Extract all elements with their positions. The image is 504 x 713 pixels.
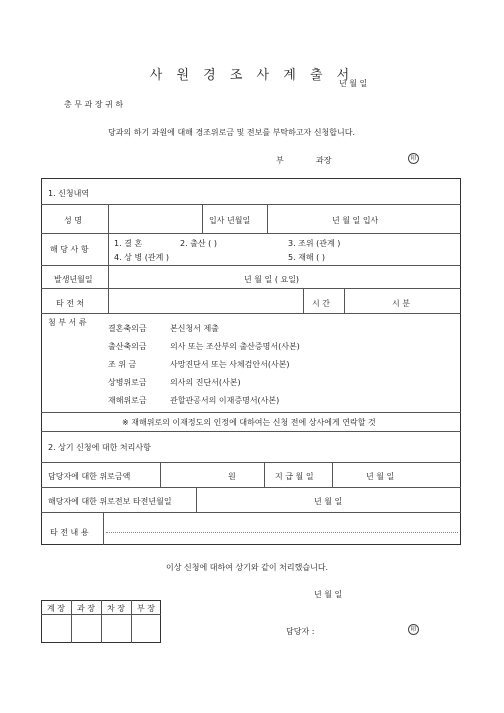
approval-box[interactable] [72, 615, 101, 642]
content-label: 타 전 내 용 [50, 528, 89, 537]
attach-name: 결혼축의금 [108, 324, 147, 333]
footer-date: 년 월 일 [314, 590, 343, 599]
event-date-field[interactable]: 년 월 일 ( 요일) [244, 275, 300, 284]
option-illness[interactable]: 4. 상 병 (관계 ) [114, 253, 169, 262]
approval-header: 과 장 [77, 604, 95, 613]
telegram-label: 타 전 처 [56, 299, 85, 308]
telegram-date-label: 해당자에 대한 위로전보 타전년월일 [48, 497, 172, 506]
attach-doc: 사망진단서 또는 사체검안서(사본) [170, 360, 290, 369]
approval-header: 차 장 [107, 604, 125, 613]
recipient: 총 무 과 장 귀 하 [64, 100, 124, 109]
attach-name: 재해위로금 [108, 396, 147, 405]
option-disaster[interactable]: 5. 재해 ( ) [288, 253, 325, 262]
option-birth[interactable]: 2. 출산 ( ) [180, 239, 217, 248]
attach-doc: 의사의 진단서(사본) [170, 378, 241, 387]
seal-icon: 印 [408, 153, 419, 164]
attach-doc: 관할관공서의 이재증명서(사본) [170, 396, 280, 405]
telegram-field[interactable] [109, 289, 302, 312]
event-date-label: 발생년월일 [54, 275, 93, 284]
pay-date-field[interactable]: 년 월 일 [366, 472, 395, 481]
seal-icon: 印 [408, 624, 419, 635]
name-label: 성 명 [64, 216, 82, 225]
time-field[interactable]: 시 분 [392, 299, 410, 308]
notice-text: ※ 재해위로의 이재정도의 인정에 대하여는 신청 전에 상사에게 연락할 것 [122, 418, 376, 427]
page-title: 사 원 경 조 사 계 출 서 [149, 68, 355, 83]
amount-label: 담당자에 대한 위로금액 [48, 472, 131, 481]
amount-unit: 원 [228, 472, 236, 481]
join-date-field[interactable]: 년 월 일 입사 [332, 216, 379, 225]
approval-header: 계 장 [47, 604, 65, 613]
manager-label: 담당자 : [286, 627, 315, 636]
content-field[interactable] [106, 532, 458, 533]
approval-box[interactable] [102, 615, 131, 642]
amount-field[interactable] [161, 463, 221, 486]
approval-header: 부 장 [137, 604, 155, 613]
pay-date-label: 지 급 월 일 [275, 472, 314, 481]
attach-doc: 의사 또는 조산부의 출산증명서(사본) [170, 342, 300, 351]
join-date-label: 입사 년월일 [209, 216, 251, 225]
dept-label: 부 [276, 156, 284, 165]
option-condolence[interactable]: 3. 조위 (관계 ) [288, 239, 341, 248]
approval-box[interactable] [132, 615, 160, 642]
processed-text: 이상 신청에 대하여 상기와 같이 처리했습니다. [166, 563, 329, 572]
option-marriage[interactable]: 1. 결 혼 [114, 239, 143, 248]
attach-name: 조 위 금 [108, 360, 137, 369]
section2-title: 2. 상기 신청에 대한 처리사항 [48, 443, 151, 452]
time-label: 시 간 [312, 299, 330, 308]
name-field[interactable] [109, 205, 201, 232]
attach-name: 상병위로금 [108, 378, 147, 387]
chief-label: 과장 [316, 156, 332, 165]
approval-box[interactable] [42, 615, 71, 642]
category-label: 해 당 사 항 [50, 245, 89, 254]
section1-title: 1. 신청내역 [48, 189, 90, 198]
header-date: 년 월 일 [339, 79, 368, 88]
request-text: 당과의 하기 과원에 대해 경조위로금 및 전보를 부탁하고자 신청합니다. [108, 128, 355, 137]
attach-name: 출산축의금 [108, 342, 147, 351]
telegram-date-field[interactable]: 년 월 일 [314, 497, 343, 506]
attach-label: 첨 부 서 류 [48, 318, 87, 327]
attach-doc: 본신청서 제출 [170, 324, 219, 333]
